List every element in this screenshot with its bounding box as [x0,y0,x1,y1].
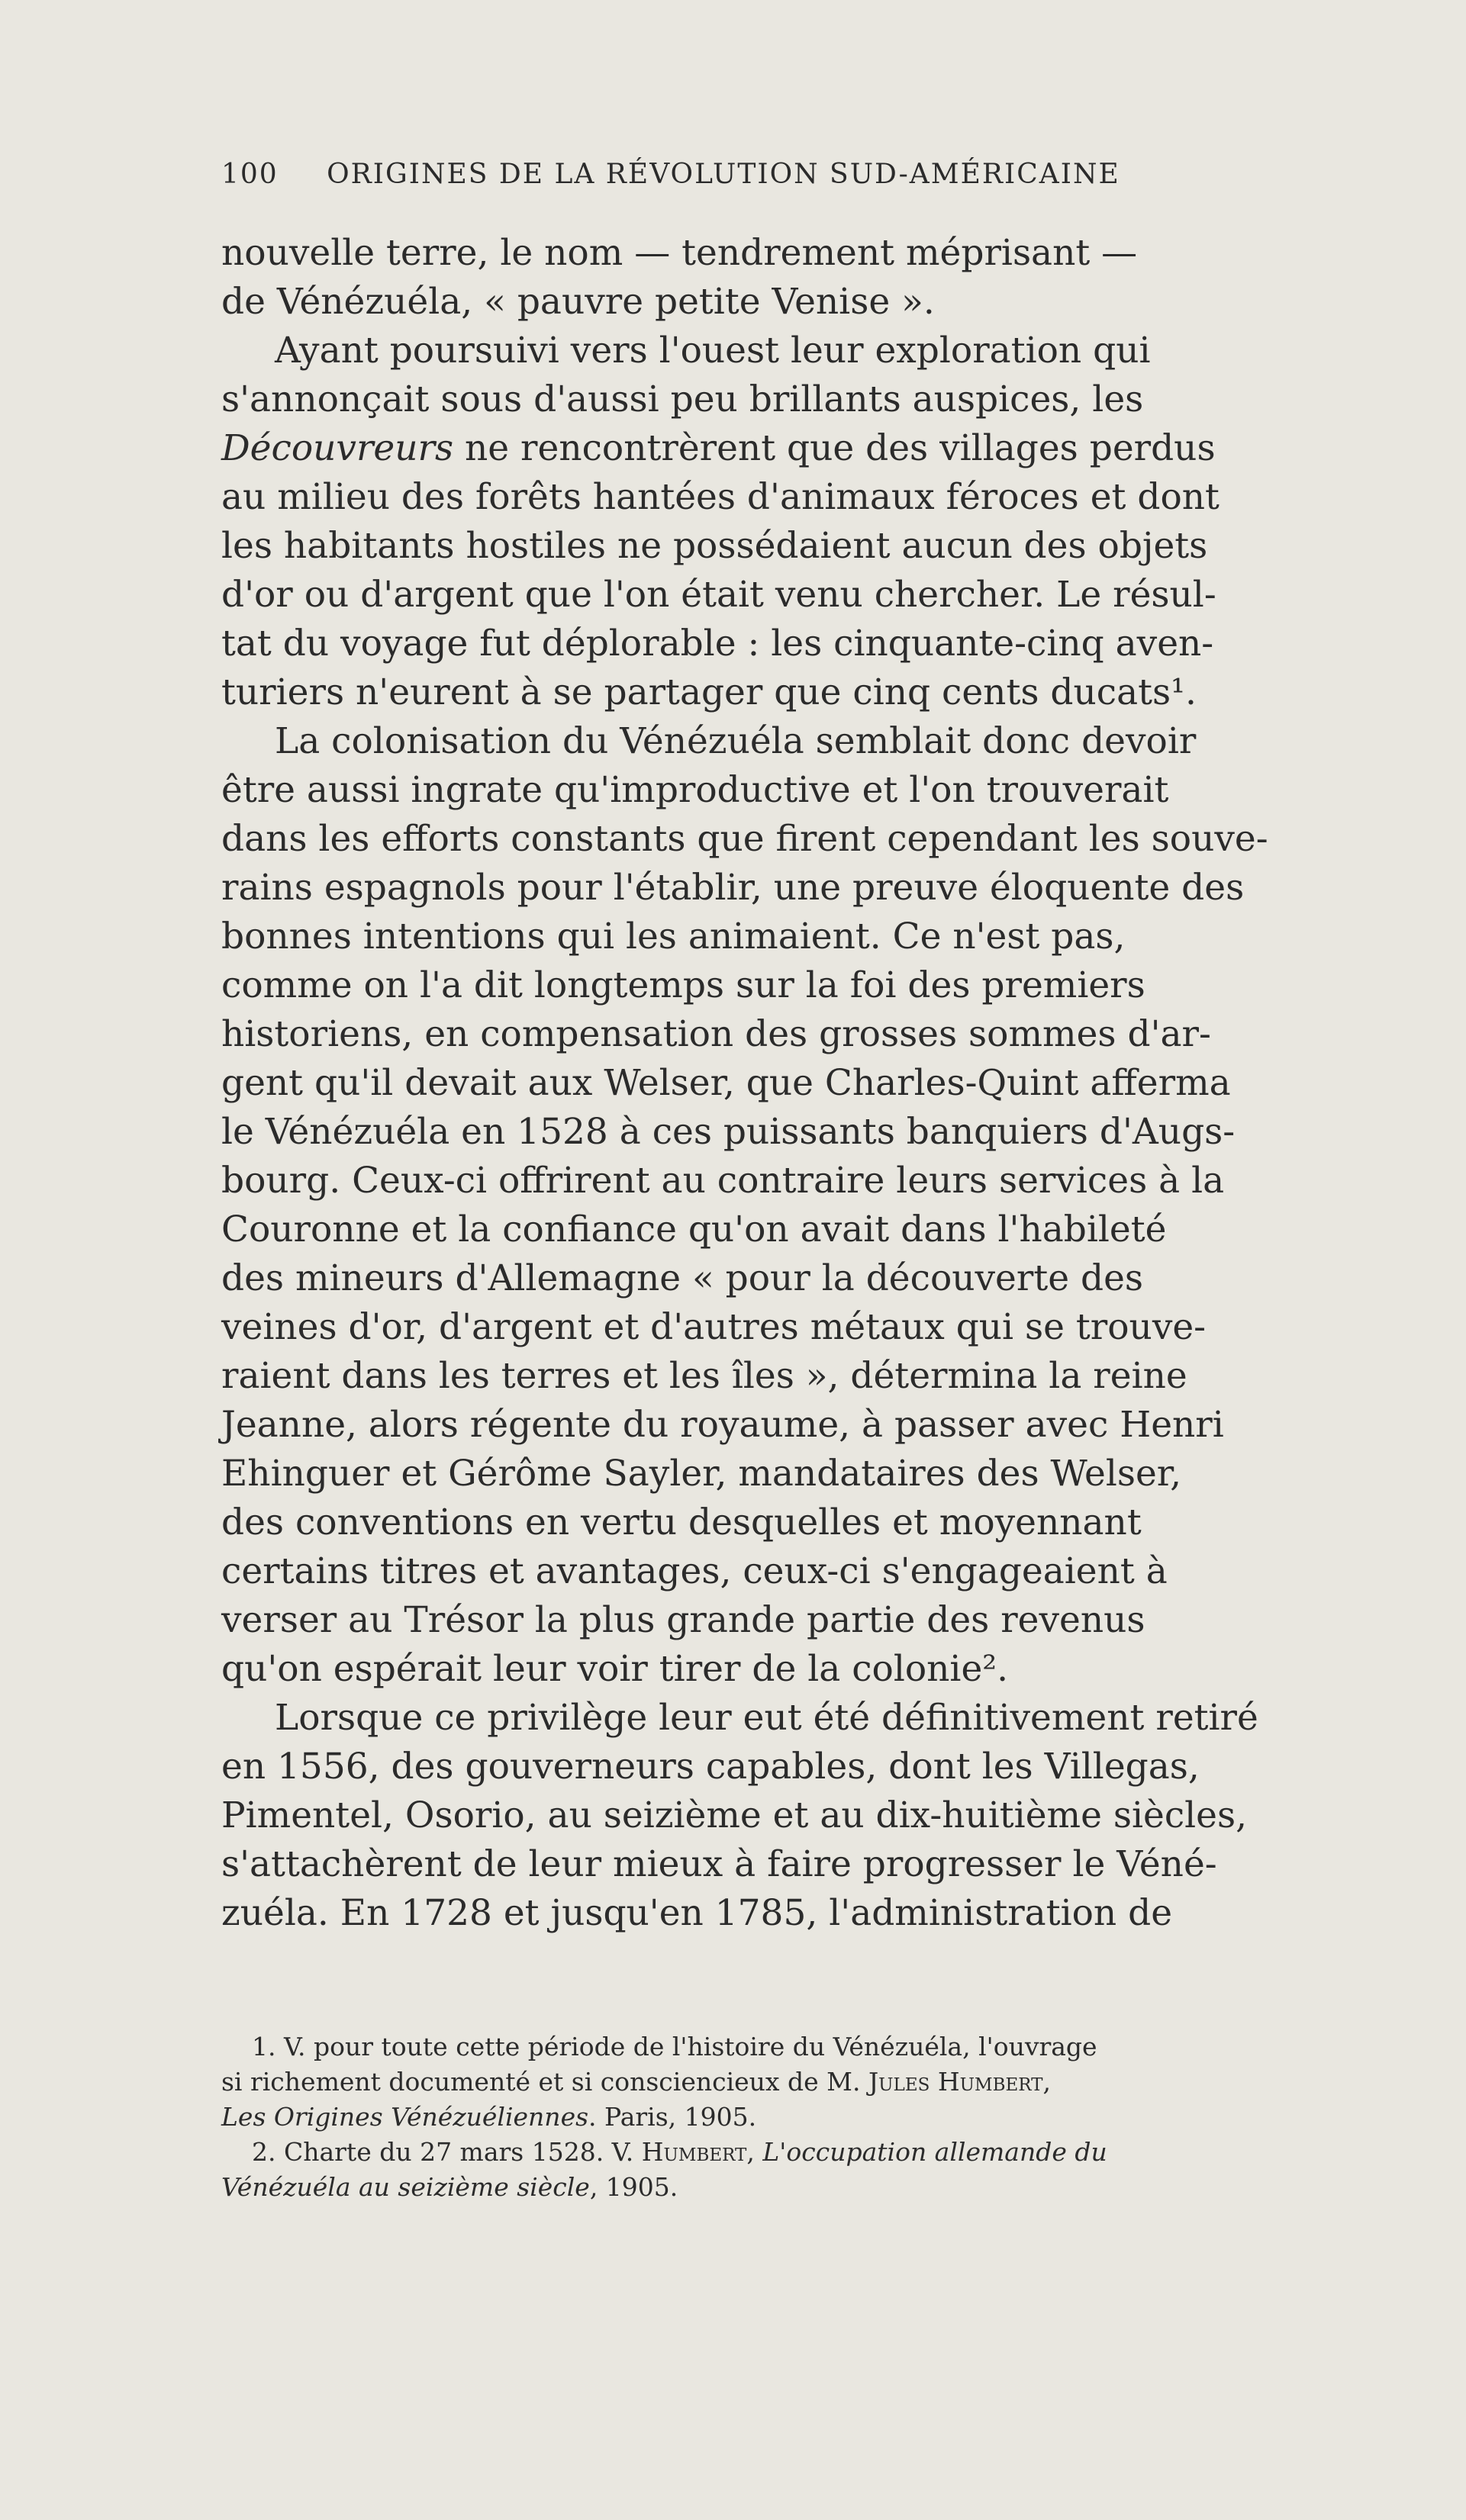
author-name: Jules Humbert [868,2067,1043,2097]
text-line: certains titres et avantages, ceux-ci s'engageaient à [221,1550,1168,1592]
text-line: le Vénézuéla en 1528 à ces puissants banquiers d'Augs- [221,1111,1236,1153]
text-line-rest: ne rencontrèrent que des villages perdus [453,427,1216,469]
text-line: au milieu des forêts hantées d'animaux féroces et dont [221,476,1220,518]
text-line: comme on l'a dit longtemps sur la foi des premiers [221,964,1145,1006]
text-line: s'attachèrent de leur mieux à faire progresser le Véné- [221,1843,1217,1885]
text-line: en 1556, des gouverneurs capables, dont les Villegas, [221,1746,1200,1788]
text-line: gent qu'il devait aux Welser, que Charles-Quint afferma [221,1062,1231,1104]
text-line: turiers n'eurent à se partager que cinq cents ducats¹. [221,671,1197,713]
book-title: Les Origines Vénézuéliennes [221,2102,589,2132]
footnote-text: , [1042,2067,1052,2097]
text-line: d'or ou d'argent que l'on était venu chercher. Le résul- [221,574,1216,616]
text-line: Ehinguer et Gérôme Sayler, mandataires des Welser, [221,1453,1182,1495]
page-number: 100 [221,159,279,190]
main-text [221,229,1366,1938]
text-line: Pimentel, Osorio, au seizième et au dix-huitième siècles, [221,1794,1248,1836]
text-line: nouvelle terre, le nom — tendrement méprisant — [221,232,1138,274]
text-line: tat du voyage fut déplorable : les cinquante-cinq aven- [221,623,1214,665]
running-header [221,159,1282,190]
text-line: bourg. Ceux-ci offrirent au contraire leurs services à la [221,1160,1225,1202]
author-name: Humbert [641,2137,747,2167]
text-line: les habitants hostiles ne possédaient aucun des objets [221,525,1208,567]
text-line: dans les efforts constants que firent cependant les souve- [221,818,1268,860]
text-line: être aussi ingrate qu'improductive et l'on trouverait [221,769,1169,811]
text-line-italic-lead [221,424,1366,473]
text-line: bonnes intentions qui les animaient. Ce n'est pas, [221,916,1126,957]
footnote-1-line: 1. V. pour toute cette période de l'histoire du Vénézuéla, l'ouvrage [252,2032,1097,2061]
text-line: de Vénézuéla, « pauvre petite Venise ». [221,281,935,323]
text-line: des mineurs d'Allemagne « pour la découverte des [221,1257,1144,1299]
text-line: historiens, en compensation des grosses sommes d'ar- [221,1013,1211,1055]
footnote-text: . Paris, 1905. [588,2102,757,2132]
text-line: des conventions en vertu desquelles et moyennant [221,1501,1142,1543]
text-line: verser au Trésor la plus grande partie des revenus [221,1599,1145,1641]
footnote-2-line [221,2135,1366,2170]
footnote-text: , [746,2137,763,2167]
running-title: ORIGINES DE LA RÉVOLUTION SUD-AMÉRICAINE [327,159,1120,190]
text-line: zuéla. En 1728 et jusqu'en 1785, l'administration de [221,1892,1173,1934]
text-line: Ayant poursuivi vers l'ouest leur exploration qui [275,330,1151,372]
footnote-text: , 1905. [589,2172,678,2202]
text-line: La colonisation du Vénézuéla semblait donc devoir [275,720,1197,762]
text-line: s'annonçait sous d'aussi peu brillants auspices, les [221,378,1144,420]
footnote-2-line [221,2170,1366,2205]
footnote-1-line [221,2100,1366,2135]
book-title: L'occupation allemande du [762,2137,1107,2167]
text-line: veines d'or, d'argent et d'autres métaux qui se trouve- [221,1306,1207,1348]
footnotes [221,2029,1366,2205]
text-line: Lorsque ce privilège leur eut été définitivement retiré [275,1697,1258,1739]
footnote-text: 2. Charte du 27 mars 1528. V. [252,2137,642,2167]
footnote-1-line [221,2065,1366,2100]
text-line: raient dans les terres et les îles », détermina la reine [221,1355,1187,1397]
book-title: Vénézuéla au seizième siècle [221,2172,590,2202]
text-line: Jeanne, alors régente du royaume, à passer avec Henri [221,1404,1224,1446]
italic-word: Découvreurs [221,427,454,469]
text-line: qu'on espérait leur voir tirer de la colonie². [221,1648,1009,1690]
text-line: rains espagnols pour l'établir, une preuve éloquente des [221,867,1245,909]
footnote-text: si richement documenté et si consciencieux de M. [221,2067,868,2097]
text-line: Couronne et la confiance qu'on avait dans l'habileté [221,1209,1167,1250]
